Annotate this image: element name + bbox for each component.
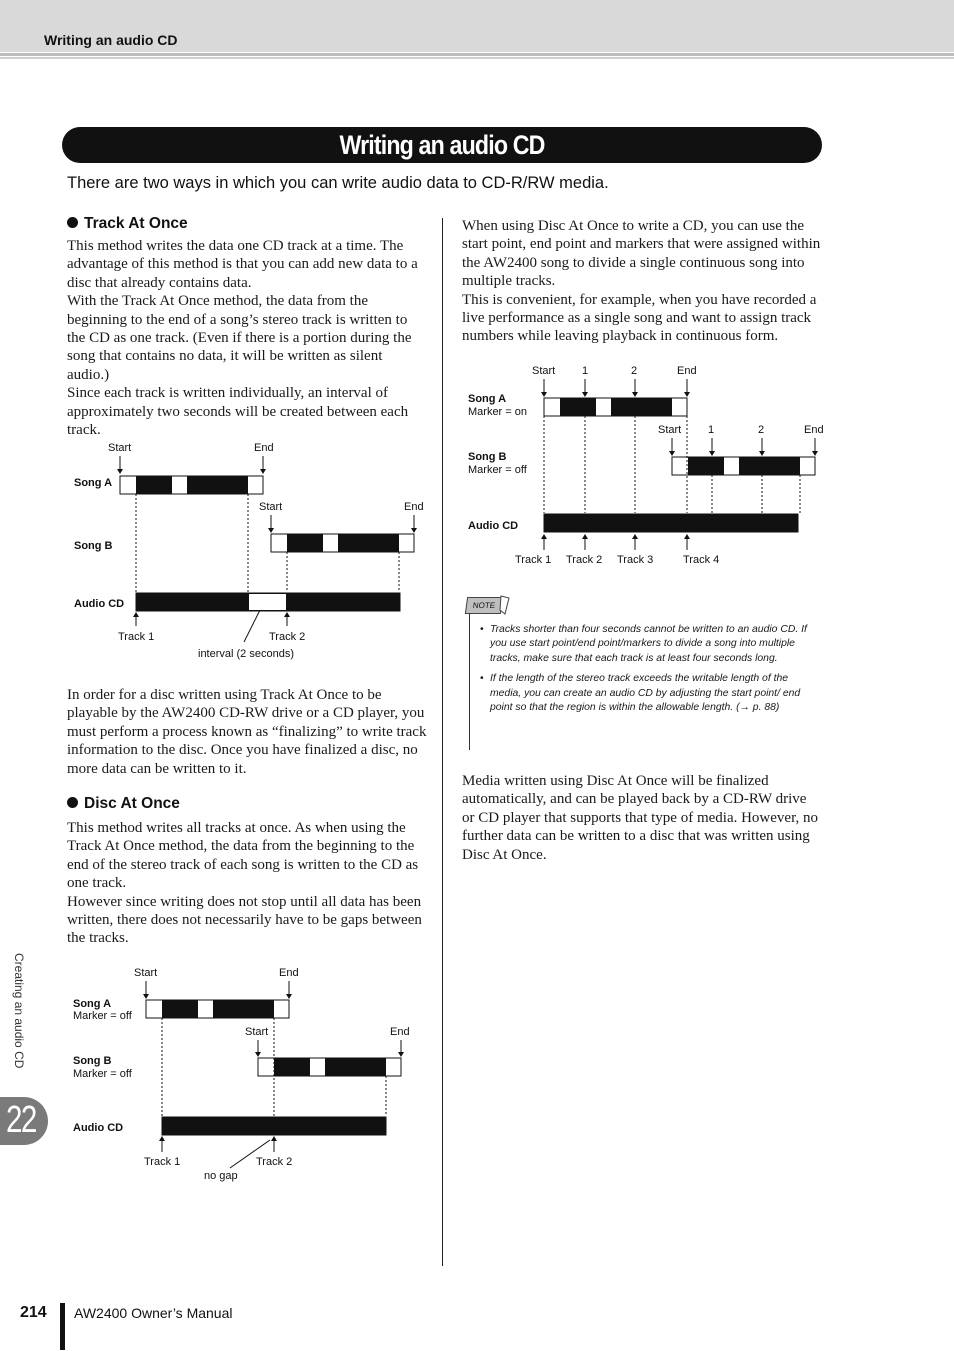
- track4-label: Track 4: [683, 554, 720, 566]
- track-at-once-heading: [67, 215, 188, 233]
- start-label: Start: [245, 1026, 269, 1038]
- header-divider-thin: [0, 57, 954, 59]
- start-label: Start: [108, 442, 132, 454]
- marker-off-label: Marker = off: [73, 1010, 132, 1022]
- paragraph: With the Track At Once method, the data from the beginning to the end of a song’s stereo track is written to the CD as one track. (Even if there is a portion during the song that contains no data, it will be written as silent audio.): [67, 293, 412, 383]
- start-label: Start: [658, 424, 682, 436]
- page-number: 214: [20, 1304, 47, 1321]
- marker-on-label: Marker = on: [468, 406, 527, 418]
- bullet-icon: [67, 797, 78, 808]
- marker-2-label: 2: [631, 365, 638, 377]
- finalize-paragraph: [67, 686, 427, 778]
- paragraph: In order for a disc written using Track At Once to be playable by the AW2400 CD-RW drive or a CD player, you must perform a process known as “finalizing” to write track information to the disc. Once you have finalized a disc, no more data can be written to it.: [67, 687, 427, 777]
- paragraph: When using Disc At Once to write a CD, you can use the start point, end point and markers that were assigned within the AW2400 song to divide a single continuous song into multiple tracks.: [462, 218, 821, 290]
- end-label: End: [254, 442, 274, 454]
- track2-label: Track 2: [256, 1156, 293, 1168]
- song-b-label: Song B: [468, 451, 507, 463]
- track1-label: Track 1: [515, 554, 552, 566]
- pencil-icon: [496, 594, 512, 616]
- note-item: • Tracks shorter than four seconds cannot be written to an audio CD. If you use start point/end point/markers to divide a song into multiple tracks, make sure that each track is at least four seconds long.: [480, 623, 820, 666]
- paragraph: This is convenient, for example, when you have recorded a live performance as a single song and want to assign track numbers while leaving playback in continuous form.: [462, 291, 817, 345]
- song-a-label: Song A: [468, 393, 507, 405]
- start-label: Start: [134, 967, 158, 979]
- audio-cd-label: Audio CD: [73, 1122, 124, 1134]
- disc-at-once-diagram: [60, 962, 440, 1192]
- chapter-number: 22: [6, 1099, 36, 1141]
- bullet-icon: [67, 217, 78, 228]
- song-b-label: Song B: [73, 1055, 112, 1067]
- track-at-once-body: [67, 237, 427, 439]
- paragraph: Since each track is written individually, an interval of approximately two seconds will be created between each track.: [67, 385, 409, 439]
- audio-cd-label: Audio CD: [468, 520, 519, 532]
- interval-label: interval (2 seconds): [198, 648, 294, 660]
- track3-label: Track 3: [617, 554, 654, 566]
- paragraph: This method writes all tracks at once. As when using the Track At Once method, the data from the beginning to the end of the stereo track of each song is written to the CD as one track.: [67, 820, 419, 892]
- disc-at-once-body: [67, 819, 427, 948]
- audio-cd-label: Audio CD: [74, 598, 125, 610]
- column-divider: [442, 218, 443, 1266]
- manual-name: AW2400 Owner’s Manual: [74, 1305, 233, 1321]
- marker-2-label: 2: [758, 424, 765, 436]
- paragraph: This method writes the data one CD track at a time. The advantage of this method is that you can add new data to a disc that already contains data.: [67, 238, 418, 291]
- right-column-intro: [462, 217, 824, 346]
- song-a-label: Song A: [74, 477, 113, 489]
- disc-at-once-heading-label: Disc At Once: [84, 795, 180, 812]
- track2-label: Track 2: [566, 554, 603, 566]
- disc-at-once-heading: [67, 795, 180, 813]
- disc-at-once-markers-diagram: [462, 360, 842, 575]
- note-icon: NOTE: [465, 597, 503, 614]
- start-label: Start: [259, 501, 283, 513]
- song-a-label: Song A: [73, 998, 112, 1010]
- note-sidebar-line: [469, 610, 470, 750]
- note-item: • If the length of the stereo track exceeds the writable length of the media, you can create an audio CD by adjusting the start point/ end point so that the region is within the allowable length. (→ p. 88): [480, 672, 820, 715]
- chapter-side-label: Creating an audio CD: [12, 953, 26, 1069]
- page-title: Writing an audio CD: [339, 130, 545, 160]
- no-gap-label: no gap: [204, 1170, 238, 1182]
- note-list: [480, 623, 820, 721]
- song-b-label: Song B: [74, 540, 113, 552]
- right-column-closing: [462, 772, 822, 864]
- intro-text: There are two ways in which you can write audio data to CD-R/RW media.: [67, 174, 609, 192]
- end-label: End: [404, 501, 424, 513]
- marker-1-label: 1: [708, 424, 715, 436]
- track2-label: Track 2: [269, 631, 306, 643]
- paragraph: Media written using Disc At Once will be finalized automatically, and can be played back by a CD-RW drive or CD player that supports that type of media. However, no further data can be written to a disc that was written using Disc At Once.: [462, 773, 818, 863]
- paragraph: However since writing does not stop until all data has been written, there does not necessarily have to be gaps between the tracks.: [67, 893, 422, 947]
- end-label: End: [804, 424, 824, 436]
- end-label: End: [677, 365, 697, 377]
- marker-off-label: Marker = off: [468, 464, 527, 476]
- end-label: End: [279, 967, 299, 979]
- track1-label: Track 1: [118, 631, 155, 643]
- header-divider: [0, 53, 954, 56]
- track-at-once-heading-label: Track At Once: [84, 215, 188, 232]
- end-label: End: [390, 1026, 410, 1038]
- track1-label: Track 1: [144, 1156, 181, 1168]
- marker-off-label: Marker = off: [73, 1068, 132, 1080]
- start-label: Start: [532, 365, 556, 377]
- marker-1-label: 1: [582, 365, 589, 377]
- track-at-once-diagram: [60, 436, 440, 666]
- footer-bar: [60, 1303, 65, 1350]
- running-head: Writing an audio CD: [44, 32, 178, 48]
